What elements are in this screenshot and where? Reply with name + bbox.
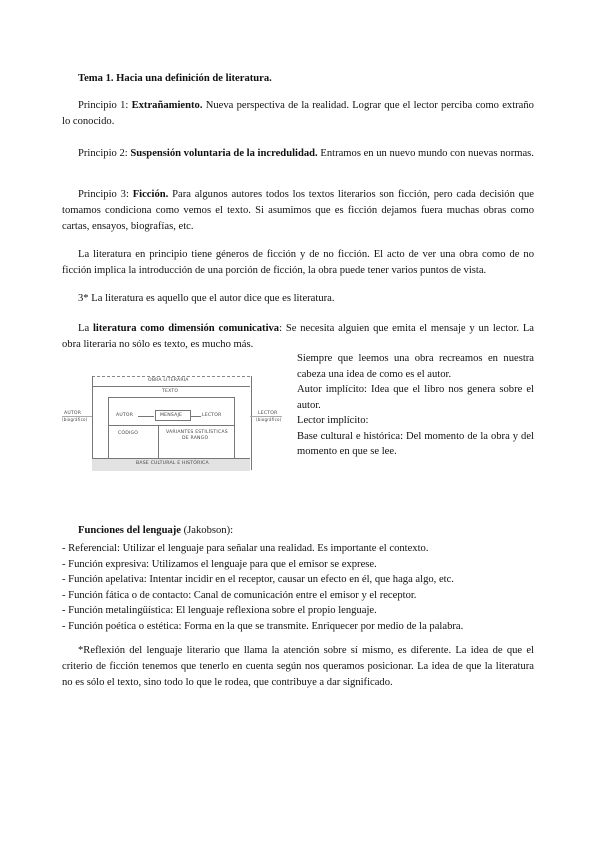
principle-3: [62, 187, 534, 235]
list-item: - Función fática o de contacto: Canal de comunicación entre el emisor y el receptor.: [62, 589, 417, 601]
diagram-label-obra: OBRA LITERARIA: [148, 378, 189, 383]
explanation-line-1: Siempre que leemos una obra recreamos en nuestra cabeza una idea de como es el autor.: [297, 353, 534, 380]
list-item: - Función poética o estética: Forma en la que se transmite. Enriquecer por medio de la palabra.: [62, 620, 464, 632]
diagram-connector-autor: [138, 416, 154, 417]
diagram-label-lector-ext-sub: (biográfico): [256, 417, 282, 422]
principle-2-term: Suspensión voluntaria de la incredulidad.: [130, 148, 318, 159]
diagram-arrow-left: [62, 416, 92, 417]
principle-2-text: Entramos en un nuevo mundo con nuevas normas.: [317, 148, 534, 159]
diagram-label-lector-ext: LECTOR: [258, 411, 278, 416]
page-title: Tema 1. Hacia una definición de literatura.: [78, 73, 272, 84]
diagram-label-base: BASE CULTURAL E HISTÓRICA: [136, 461, 209, 466]
diagram-label-autor-ext-sub: (biográfico): [62, 417, 88, 422]
diagram-divider-2: [108, 397, 234, 398]
principle-3-term: Ficción.: [132, 189, 169, 200]
diagram-inner-right: [234, 397, 235, 458]
principle-1-term: Extrañamiento.: [131, 100, 203, 111]
explanation-line-3: Lector implícito:: [297, 415, 369, 426]
diagram-label-texto: TEXTO: [162, 389, 179, 394]
paragraph-author-says: 3* La literatura es aquello que el autor dice que es literatura.: [78, 293, 335, 304]
functions-heading: [78, 525, 233, 536]
functions-heading-bold: Funciones del lenguaje: [78, 525, 181, 536]
communicative-text: : Se necesita alguien que emita el mensaje y un lector. La obra literaria no sólo es texto, es mucho más.: [62, 323, 534, 350]
diagram-label-autor-ext: AUTOR: [64, 411, 82, 416]
diagram-label-rango: DE RANGO: [182, 436, 209, 441]
list-item: - Función expresiva: Utilizamos el lenguaje para que el emisor se exprese.: [62, 558, 377, 570]
communication-diagram: [62, 373, 284, 473]
diagram-label-mensaje: MENSAJE: [160, 413, 183, 418]
principle-3-text: Para algunos autores todos los textos literarios son ficción, pero cada decisión que tomamos condiciona como vemos el texto. Si asumimos que es ficción dejamos fuera muchas obras como cartas, ensayos, biografías, etc.: [62, 189, 534, 232]
principle-1-text: Nueva perspectiva de la realidad. Lograr que el lector perciba como extraño lo conocido.: [62, 100, 534, 127]
diagram-explanation: [297, 351, 534, 460]
diagram-label-lector: LECTOR: [202, 413, 222, 418]
diagram-divider-3: [108, 425, 234, 426]
explanation-line-4: Base cultural e histórica: Del momento de la obra y del momento en que se lee.: [297, 430, 534, 457]
diagram-connector-lector: [191, 416, 201, 417]
diagram-inner-split: [158, 425, 159, 458]
paragraph-communicative: [62, 321, 534, 353]
paragraph-reflection: *Reflexión del lenguaje literario que llama la atención sobre sí mismo, es diferente. La idea de que el criterio de ficción tenemos que tenerlo en cuenta según nos queramos posicionar. La idea de que la literatura no es sólo el texto, sino todo lo que le rodea, que contribuye a dar significado.: [62, 645, 534, 688]
diagram-arrow-right: [250, 416, 282, 417]
diagram-inner-left: [108, 397, 109, 458]
diagram-label-codigo: CÓDIGO: [118, 431, 139, 436]
functions-heading-rest: (Jakobson):: [181, 525, 234, 536]
principle-2-lead: Principio 2:: [78, 148, 131, 159]
diagram-label-autor: AUTOR: [116, 413, 134, 418]
list-item: - Función apelativa: Intentar incidir en el receptor, causar un efecto en él, que haga algo, etc.: [62, 574, 454, 586]
list-item: - Referencial: Utilizar el lenguaje para señalar una realidad. Es importante el contexto.: [62, 543, 429, 554]
list-item: - Función metalingüística: El lenguaje reflexiona sobre el propio lenguaje.: [62, 605, 377, 617]
communicative-term: literatura como dimensión comunicativa: [92, 323, 280, 334]
explanation-line-2: Autor implícito: Idea que el libro nos genera sobre el autor.: [297, 384, 534, 411]
principle-2: [62, 146, 534, 162]
functions-list: [62, 541, 542, 635]
diagram-divider-1: [92, 386, 250, 387]
principle-3-lead: Principio 3:: [78, 189, 133, 200]
paragraph-fiction: La literatura en principio tiene géneros de ficción y de no ficción. El acto de ver una obra como de no ficción implica la introducción de una porción de ficción, la obra puede tener varios puntos de vista.: [62, 249, 534, 276]
diagram-label-variantes: VARIANTES ESTILÍSTICAS: [166, 430, 228, 435]
principle-1-lead: Principio 1:: [78, 100, 132, 111]
principle-1: [62, 98, 534, 130]
communicative-lead: La: [78, 323, 93, 334]
